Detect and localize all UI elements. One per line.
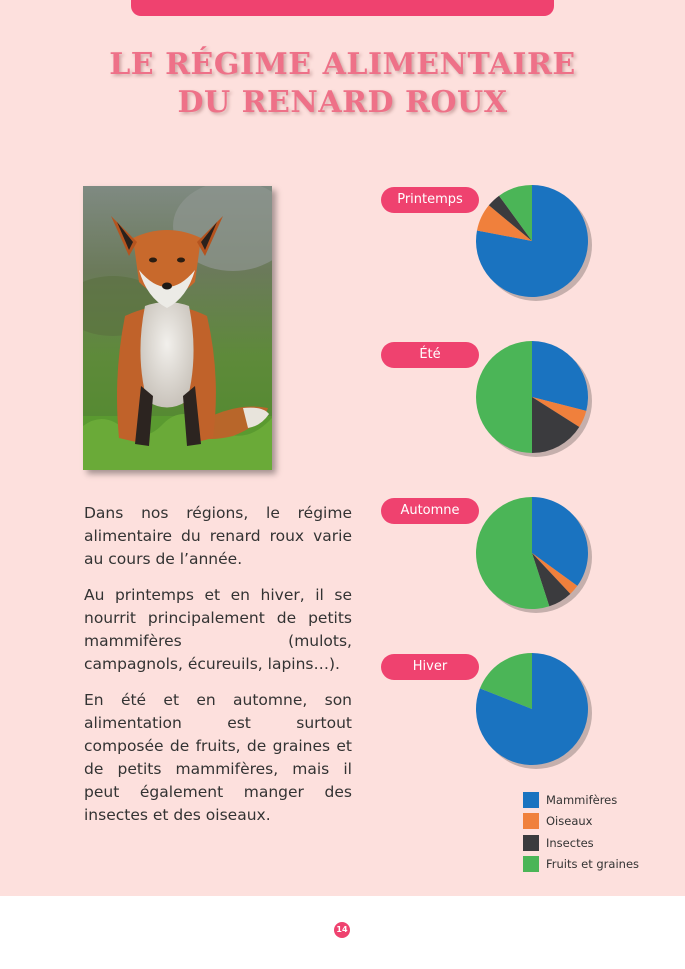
legend-item-fruits xyxy=(523,854,639,876)
legend-label: Mammifères xyxy=(546,792,618,807)
pie-slice-fruits xyxy=(476,341,532,453)
fox-photo xyxy=(83,186,272,470)
paragraph-3: En été et en automne, son alimentation est surtout composée de fruits, de graines et de petits mammifères, mais il peut également manger des insectes et des oiseaux. xyxy=(84,691,352,824)
pie-chart-hiver xyxy=(470,645,600,775)
pie-chart-ete xyxy=(470,333,600,463)
legend-swatch xyxy=(523,813,539,829)
legend-item-insectes xyxy=(523,832,639,854)
chart-legend xyxy=(523,789,639,875)
paragraph-1: Dans nos régions, le régime alimentaire du renard roux varie au cours de l’année. xyxy=(84,504,352,568)
legend-item-mammiferes xyxy=(523,789,639,811)
legend-swatch xyxy=(523,856,539,872)
page-number: 14 xyxy=(334,922,350,938)
legend-label: Oiseaux xyxy=(546,814,593,829)
page-title-line-2: DU RENARD ROUX xyxy=(177,85,508,120)
pie-chart-automne xyxy=(470,489,600,619)
description-text xyxy=(84,502,352,840)
page-title xyxy=(0,46,685,122)
paragraph-2: Au printemps et en hiver, il se nourrit principalement de petits mammifères (mulots, campagnols, écureuils, lapins…). xyxy=(84,586,352,673)
legend-swatch xyxy=(523,792,539,808)
legend-item-oiseaux xyxy=(523,811,639,833)
legend-label: Fruits et graines xyxy=(546,857,640,872)
season-label-ete: Été xyxy=(381,342,479,368)
pie-chart-printemps xyxy=(470,177,600,307)
page-title-line-1: LE RÉGIME ALIMENTAIRE xyxy=(109,47,576,82)
season-label-automne: Automne xyxy=(381,498,479,524)
season-label-hiver: Hiver xyxy=(381,654,479,680)
legend-swatch xyxy=(523,835,539,851)
header-decor-bar xyxy=(131,0,554,16)
legend-label: Insectes xyxy=(546,835,594,850)
season-label-printemps: Printemps xyxy=(381,187,479,213)
